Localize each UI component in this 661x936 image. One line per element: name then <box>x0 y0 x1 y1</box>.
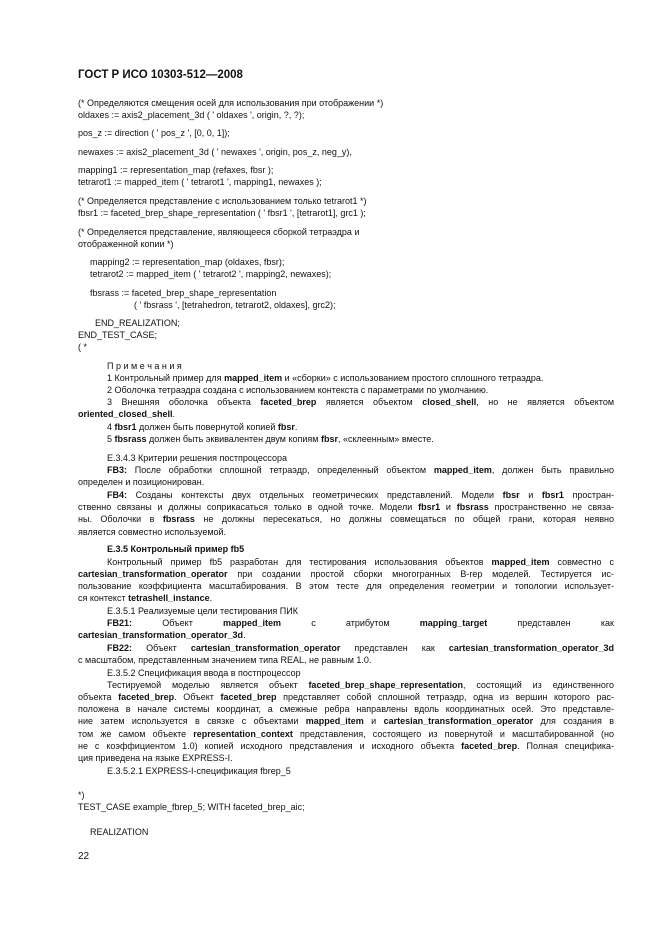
code-line: tetrarot2 := mapped_item ( ' tetrarot2 ', mapping2, newaxes); <box>90 269 332 279</box>
note-1: 1 Контрольный пример для mapped_item и «сборки» с использованием простого сплошного тетраэдра. <box>107 373 544 383</box>
notes-heading: П р и м е ч а н и я <box>107 361 182 371</box>
paragraph-line: ся контекст tetrashell_instance. <box>78 593 213 603</box>
section-heading-e352: Е.3.5.2 Спецификация ввода в постпроцессор <box>107 668 301 678</box>
criterion-fb22-continued: с масштабом, представленным значением типа REAL, не равным 1.0. <box>78 655 372 665</box>
paragraph-line: том же самом объекте representation_context представления, состоящего из повернутой и масштабированной (но <box>78 729 614 739</box>
code-line: ( * <box>78 342 87 352</box>
code-line: REALIZATION <box>90 827 149 837</box>
code-line: mapping1 := representation_map (refaxes, fbsr ); <box>78 165 274 175</box>
paragraph-line: ция приведена на языке EXPRESS-I. <box>78 753 233 763</box>
note-4: 4 fbsr1 должен быть повернутой копией fbsr. <box>107 422 298 432</box>
section-heading-e351: Е.3.5.1 Реализуемые цели тестирования ПИК <box>107 606 298 616</box>
paragraph-line: положена в начале системы координат, а смежные ребра направлены вдоль координатных осей. Это представле- <box>78 704 614 714</box>
paragraph-line: cartesian_transformation_operator при создании простой сборки многогранных B-rep моделей. Тестируется ис- <box>78 569 614 579</box>
criterion-fb21: FB21: Объект mapped_item с атрибутом mapping_target представлен как <box>107 618 614 628</box>
code-comment: (* Определяется представление, являющееся сборкой тетраэдра и <box>78 227 360 237</box>
section-heading-e3521: Е.3.5.2.1 EXPRESS-I-спецификация fbrep_5 <box>107 766 291 776</box>
section-heading-e35: Е.3.5 Контрольный пример fb5 <box>107 544 245 554</box>
code-line: fbsr1 := faceted_brep_shape_representation ( ' fbsr1 ', [tetrarot1], grc1 ); <box>78 208 366 218</box>
criterion-fb4-line3: ны. Оболочки в fbsrass не должны пересекаться, но должны совмещаться по общей грани, которая неявно <box>78 514 614 524</box>
paragraph-line: объекта faceted_brep. Объект faceted_brep представляет собой сплошной тетраэдр, одна из вершин которого рас- <box>78 692 614 702</box>
code-line: mapping2 := representation_map (oldaxes, fbsr); <box>90 257 285 267</box>
criterion-fb21-continued: cartesian_transformation_operator_3d. <box>78 630 246 640</box>
code-line: *) <box>78 790 85 800</box>
criterion-fb22: FB22: Объект cartesian_transformation_operator представлен как cartesian_transformation_operator_3d <box>107 643 614 653</box>
code-comment: (* Определяются смещения осей для использования при отображении *) <box>78 98 384 108</box>
paragraph-line: не с коэффициентом 1.0) копией исходного представления и исходного объекта faceted_brep. Полная специфика- <box>78 741 614 751</box>
code-comment: (* Определяется представление с использованием только tetrarot1 *) <box>78 196 367 206</box>
code-line: TEST_CASE example_fbrep_5; WITH faceted_brep_aic; <box>78 802 305 812</box>
code-line: ( ' fbsrass ', [tetrahedron, tetrarot2, oldaxes], grc2); <box>134 300 336 310</box>
paragraph-line: ние затем используется в связке с объектами mapped_item и cartesian_transformation_operator для создания в <box>78 716 614 726</box>
note-5: 5 fbsrass должен быть эквивалентен двум копиям fbsr, «склеенным» вместе. <box>107 434 434 444</box>
paragraph-line: пользование коэффициента масштабирования. В этом тесте для определения геометрии и топологии использует- <box>78 581 614 591</box>
code-line: END_REALIZATION; <box>95 318 180 328</box>
criteria-heading: Е.3.4.3 Критерии решения постпроцессора <box>107 453 288 463</box>
code-line: tetrarot1 := mapped_item ( ' tetrarot1 ', mapping1, newaxes ); <box>78 177 322 187</box>
criterion-fb4: FB4: Созданы контексты двух отдельных геометрических представлений. Модели fbsr и fbsr1 простран- <box>107 490 614 500</box>
criterion-fb4-line4: является совместно используемой. <box>78 527 227 537</box>
note-3: 3 Внешняя оболочка объекта faceted_brep является объектом closed_shell, но не является объектом <box>107 397 615 407</box>
note-2: 2 Оболочка тетраэдра создана с использованием контекста с параметрами по умолчанию. <box>107 385 489 395</box>
code-comment: отображенной копии *) <box>78 239 174 249</box>
code-line: oldaxes := axis2_placement_3d ( ' oldaxes ', origin, ?, ?); <box>78 110 305 120</box>
criterion-fb3: FB3: После обработки сплошной тетраэдр, определенный объектом mapped_item, должен быть правильно <box>107 465 614 475</box>
code-line: pos_z := direction ( ' pos_z ', [0, 0, 1]); <box>78 128 230 138</box>
paragraph-line: Контрольный пример fb5 разработан для тестирования использования объектов mapped_item совместно с <box>107 557 614 567</box>
document-header: ГОСТ Р ИСО 10303-512—2008 <box>78 69 243 81</box>
paragraph-line: Тестируемой моделью является объект faceted_brep_shape_representation, состоящий из единственного <box>107 680 614 690</box>
page-number: 22 <box>78 851 90 862</box>
note-3-continued: oriented_closed_shell. <box>78 409 176 419</box>
code-line: fbsrass := faceted_brep_shape_representation <box>90 288 277 298</box>
criterion-fb3-continued: определен и позиционирован. <box>78 477 205 487</box>
criterion-fb4-line2: ственно связаны и должны соприкасаться только в одной точке. Модели fbsr1 и fbsrass пространственно не связа- <box>78 502 615 512</box>
code-line: newaxes := axis2_placement_3d ( ' newaxes ', origin, pos_z, neg_y), <box>78 147 352 157</box>
code-line: END_TEST_CASE; <box>78 330 158 340</box>
